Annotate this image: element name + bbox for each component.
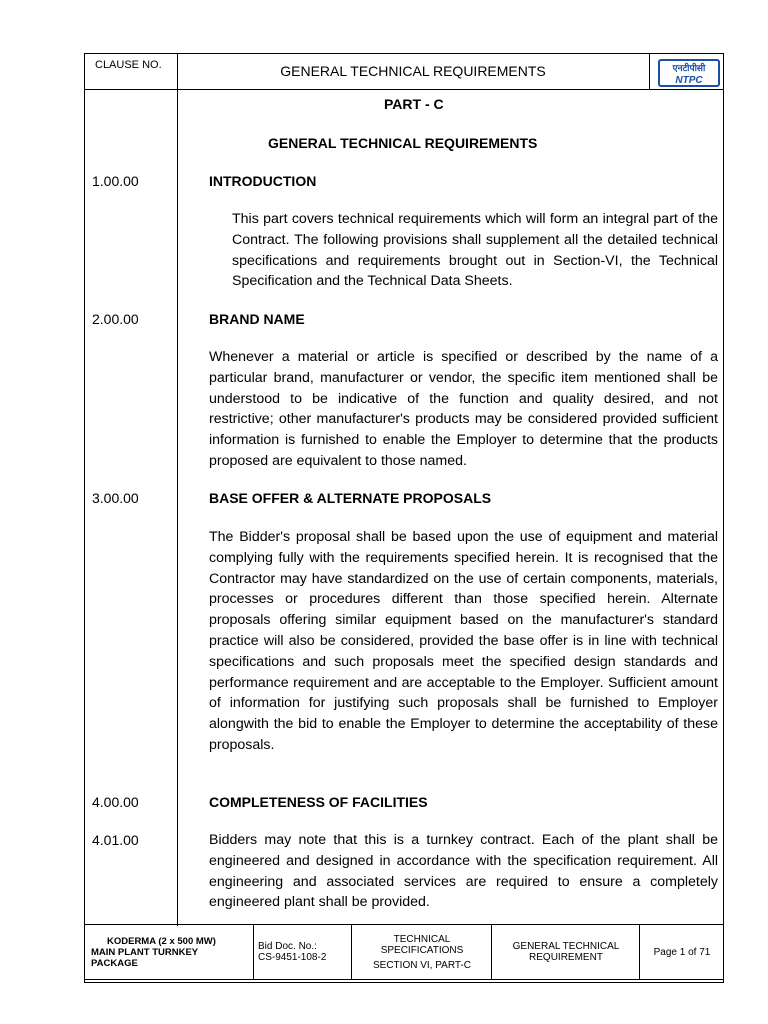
clause-paragraph: Bidders may note that this is a turnkey contract. Each of the plant shall be engineered and designed in accordance with the specification requirement. All engineering and associated services are required to ensure a completely engineered plant shall be provided. bbox=[209, 832, 718, 911]
clause-heading: BASE OFFER & ALTERNATE PROPOSALS bbox=[209, 490, 492, 506]
clause-heading: COMPLETENESS OF FACILITIES bbox=[209, 794, 428, 810]
footer-requirement bbox=[491, 925, 640, 979]
header-title: GENERAL TECHNICAL REQUIREMENTS bbox=[280, 63, 546, 79]
footer-page-number: Page 1 of 71 bbox=[639, 925, 724, 979]
footer-req-line: GENERAL TECHNICAL bbox=[512, 941, 620, 952]
footer-spec-line: SECTION VI, PART-C bbox=[373, 959, 471, 971]
clause-number: 4.01.00 bbox=[92, 832, 139, 848]
footer-bid bbox=[253, 925, 351, 979]
footer-project-line: MAIN PLANT TURNKEY bbox=[91, 946, 199, 958]
clause-number: 2.00.00 bbox=[92, 311, 139, 327]
footer-spec-line: TECHNICAL bbox=[393, 933, 451, 945]
clause-number: 3.00.00 bbox=[92, 490, 139, 506]
ntpc-logo bbox=[658, 59, 720, 87]
footer-spec-line: SPECIFICATIONS bbox=[380, 944, 464, 956]
footer-req-line: REQUIREMENT bbox=[529, 952, 603, 963]
part-title: PART - C bbox=[384, 96, 444, 112]
footer-bid-label: Bid Doc. No.: bbox=[258, 941, 317, 952]
clause-paragraph: The Bidder's proposal shall be based upon the use of equipment and material complying fully with the requirements specified herein. It is recognised that the Contractor may have standardized on the use of certain components, materials, processes or procedures different than those specified herein. Alternate proposals offering similar equipment based on the manufacturer's standard practice will also be considered, provided the base offer is in line with technical specifications and such proposals meet the specified design standards and performance requirement and are acceptable to the Employer. Sufficient amount of information for justifying such proposals shall be furnished to Employer alongwith the bid to enable the Employer to determine the acceptability of these proposals. bbox=[209, 529, 718, 753]
logo-divider bbox=[649, 54, 650, 89]
page-footer bbox=[84, 924, 724, 980]
svg-text:एनटीपीसी: एनटीपीसी bbox=[672, 64, 706, 74]
clause-number: 1.00.00 bbox=[92, 173, 139, 189]
clause-heading: BRAND NAME bbox=[209, 311, 305, 327]
svg-text:NTPC: NTPC bbox=[675, 75, 703, 86]
clause-paragraph: Whenever a material or article is specified or described by the name of a particular brand, manufacturer or vendor, the specific item mentioned shall be understood to be indicative of the function and quality desired, and not restrictive; other manufacturer's products may be considered provided sufficient information is furnished to enable the Employer to determine that the products proposed are equivalent to those named. bbox=[209, 349, 718, 469]
footer-project-line: KODERMA (2 x 500 MW) bbox=[107, 935, 216, 947]
clause-heading: INTRODUCTION bbox=[209, 173, 317, 189]
clause-column-divider bbox=[177, 54, 178, 926]
clause-label: CLAUSE NO. bbox=[95, 59, 162, 71]
clause-paragraph: This part covers technical requirements which will form an integral part of the Contract. The following provisions shall supplement all the detailed technical specifications and requirements brought out in Section-VI, the Technical Specification and the Technical Data Sheets. bbox=[232, 211, 718, 290]
section-title: GENERAL TECHNICAL REQUIREMENTS bbox=[268, 135, 538, 151]
header-divider bbox=[85, 89, 723, 90]
footer-bid-number: CS-9451-108-2 bbox=[258, 952, 327, 963]
footer-spec bbox=[351, 925, 492, 979]
clause-number: 4.00.00 bbox=[92, 794, 139, 810]
footer-project bbox=[85, 925, 261, 979]
footer-project-line: PACKAGE bbox=[91, 957, 138, 969]
